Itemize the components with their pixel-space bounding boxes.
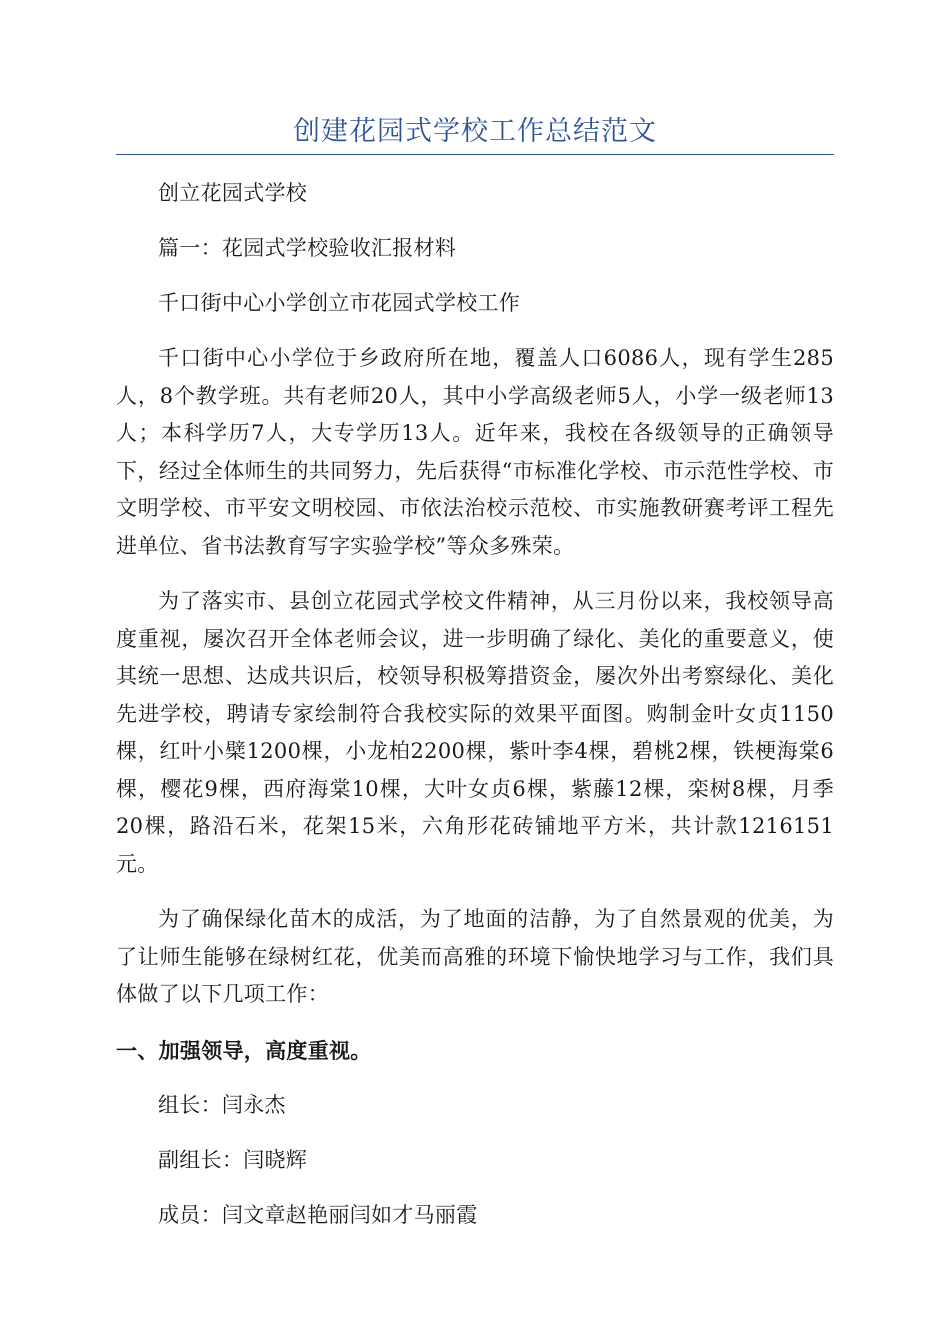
paragraph-chapter: 篇一：花园式学校验收汇报材料 (158, 236, 457, 260)
paragraph-school-intro: 千口街中心小学位于乡政府所在地，覆盖人口6086人，现有学生285人，8个教学班。共有老师20人，其中小学高级老师5人，小学一级老师13人；本科学历7人，大专学历13人。近年来，我校在各级领导的正确领导下，经过全体师生的共同努力，先后获得“市标准化学校、市示范性学校、市文明学校、市平安文明校园、市依法治校示范校、市实施教研赛考评工程先进单位、省书法教育写字实验学校”等众多殊荣。 (116, 346, 834, 558)
section-heading: 一、加强领导，高度重视。 (116, 1037, 372, 1063)
member-members: 成员：闫文章赵艳丽闫如才马丽霞 (158, 1202, 478, 1227)
paragraph-measures-intro: 为了确保绿化苗木的成活，为了地面的洁静，为了自然景观的优美，为了让师生能够在绿树红花，优美而高雅的环境下愉快地学习与工作，我们具体做了以下几项工作： (116, 907, 834, 1006)
member-leader: 组长：闫永杰 (158, 1092, 286, 1117)
paragraph-subtitle: 创立花园式学校 (158, 181, 308, 205)
document-title: 创建花园式学校工作总结范文 (293, 116, 657, 147)
document-body (116, 175, 834, 1252)
member-deputy-leader: 副组长：闫晓辉 (158, 1147, 308, 1172)
title-underline (116, 154, 834, 155)
paragraph-greening-work: 为了落实市、县创立花园式学校文件精神，从三月份以来，我校领导高度重视，屡次召开全体老师会议，进一步明确了绿化、美化的重要意义，使其统一思想、达成共识后，校领导积极筹措资金，屡次外出考察绿化、美化先进学校，聘请专家绘制符合我校实际的效果平面图。购制金叶女贞1150棵，红叶小檗1200棵，小龙柏2200棵，紫叶李4棵，碧桃2棵，铁梗海棠6棵，樱花9棵，西府海棠10棵，大叶女贞6棵，紫藤12棵，栾树8棵，月季20棵，路沿石米，花架15米，六角形花砖铺地平方米，共计款1216151元。 (116, 589, 834, 876)
paragraph-report-title: 千口街中心小学创立市花园式学校工作 (158, 291, 521, 315)
